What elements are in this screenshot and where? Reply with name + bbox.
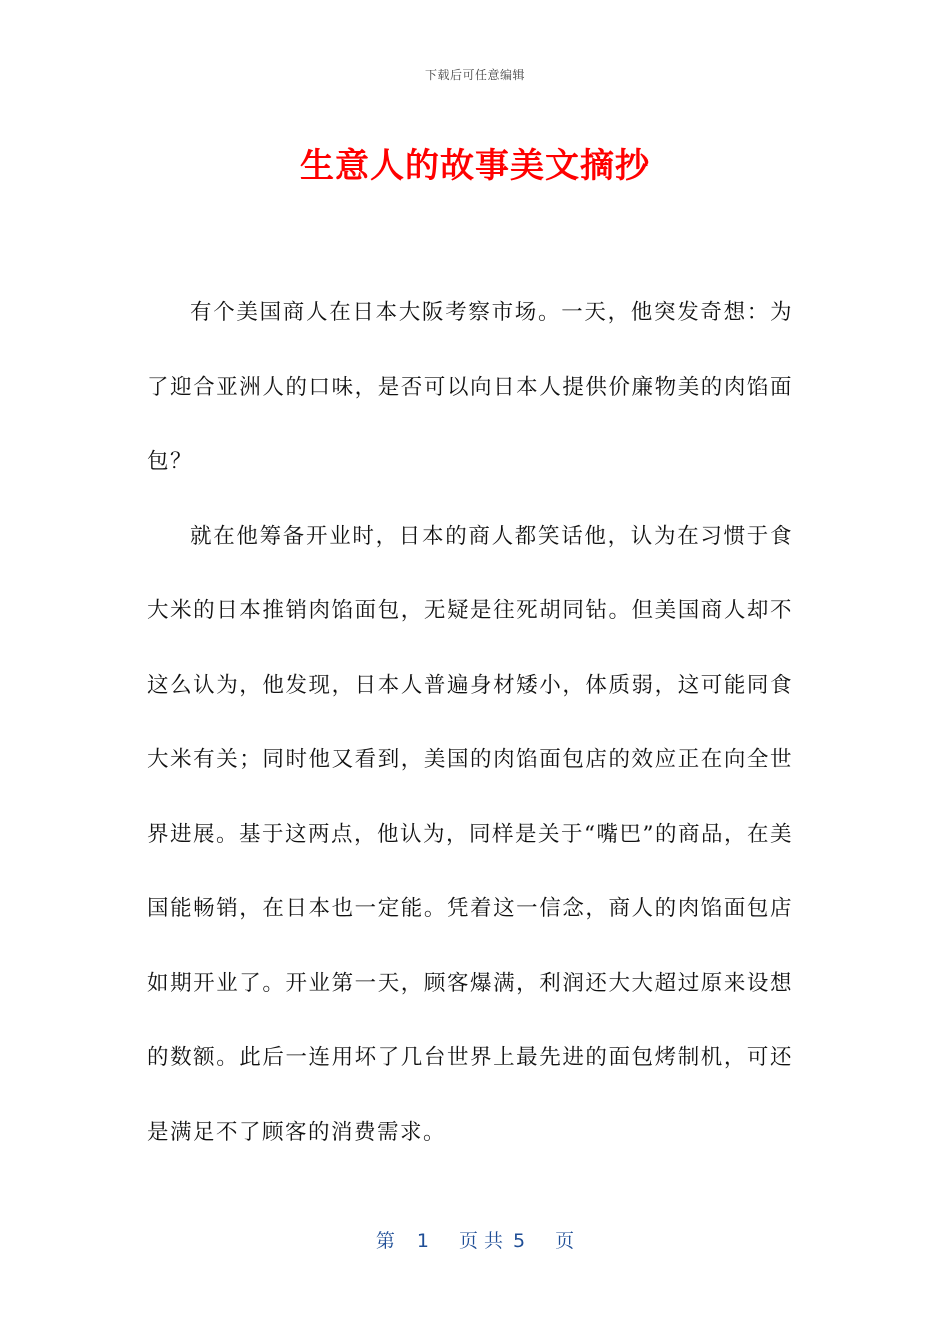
page-footer <box>0 1226 950 1253</box>
paragraph-1: 有个美国商人在日本大阪考察市场。一天，他突发奇想：为了迎合亚洲人的口味，是否可以向日本人提供价廉物美的肉馅面包？ <box>147 300 793 474</box>
footer-total-pages: 5 <box>513 1230 526 1252</box>
paragraph-2: 就在他筹备开业时，日本的商人都笑话他，认为在习惯于食大米的日本推销肉馅面包，无疑是往死胡同钻。但美国商人却不这么认为，他发现，日本人普遍身材矮小，体质弱，这可能同食大米有关；同时他又看到，美国的肉馅面包店的效应正在向全世界进展。基于这两点，他认为，同样是关于“嘴巴”的商品，在美国能畅销，在日本也一定能。凭着这一信念，商人的肉馅面包店如期开业了。开业第一天，顾客爆满，利润还大大超过原来设想的数额。此后一连用坏了几台世界上最先进的面包烤制机，可还是满足不了顾客的消费需求。 <box>147 523 793 1145</box>
footer-middle: 页 共 <box>458 1230 504 1252</box>
document-body <box>147 276 793 1170</box>
document-title: 生意人的故事美文摘抄 <box>300 146 650 186</box>
footer-current-page: 1 <box>416 1230 429 1252</box>
footer-suffix: 页 <box>555 1230 575 1252</box>
footer-prefix: 第 <box>375 1230 395 1252</box>
header-note: 下载后可任意编辑 <box>424 68 525 82</box>
